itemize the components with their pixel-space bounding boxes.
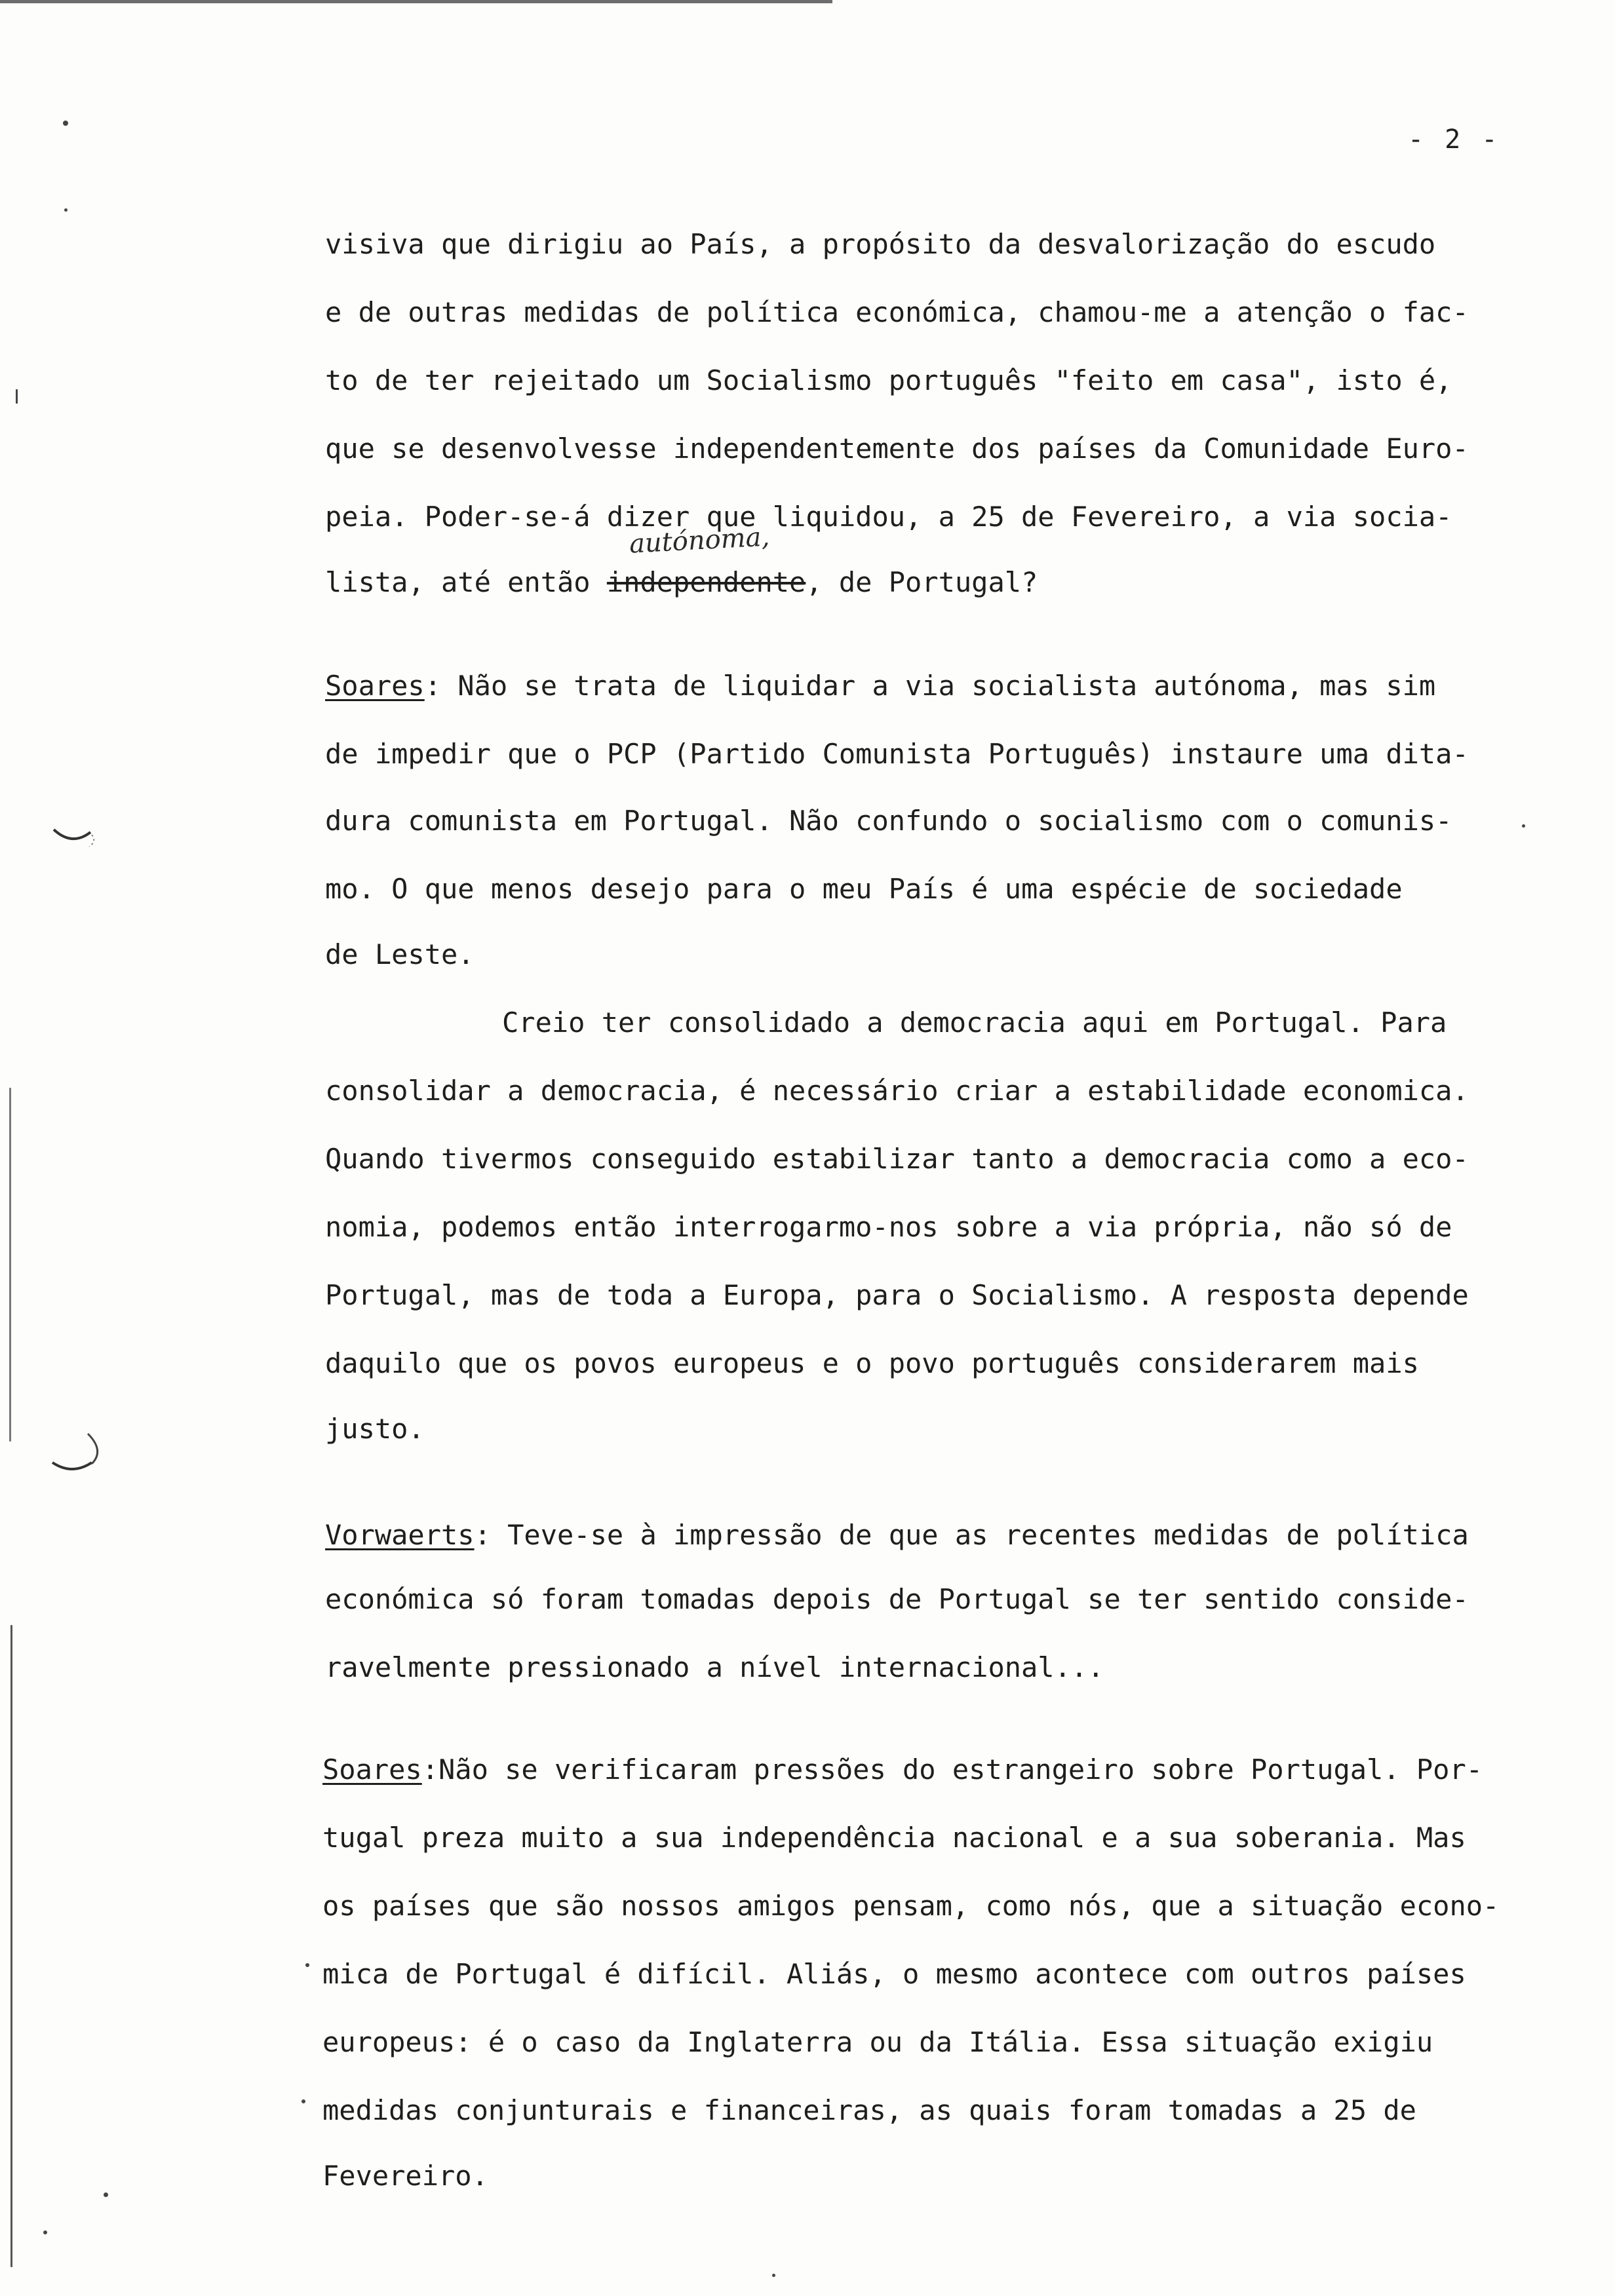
text-line-27: medidas conjunturais e financeiras, as quais foram tomadas a 25 de <box>322 2094 1416 2126</box>
margin-speck <box>63 121 68 126</box>
text-line-10: mo. O que menos desejo para o meu País é uma espécie de sociedade <box>325 873 1403 905</box>
punch-hole-mark-lower <box>46 1422 111 1494</box>
text-line-12: Creio ter consolidado a democracia aqui em Portugal. Para <box>502 1006 1447 1039</box>
text-line-23: tugal preza muito a sua independência nacional e a sua soberania. Mas <box>322 1822 1466 1854</box>
page-number: - 2 - <box>1408 124 1500 155</box>
struck-word: independente <box>606 566 806 598</box>
text-line-6 <box>325 566 1038 598</box>
margin-speck <box>64 208 68 212</box>
text-line-26: europeus: é o caso da Inglaterra ou da Itália. Essa situação exigiu <box>322 2026 1433 2058</box>
text-line-15: nomia, podemos então interrogarmo-nos sobre a via própria, não só de <box>325 1211 1452 1243</box>
text-line-9: dura comunista em Portugal. Não confundo o socialismo com o comunis- <box>325 805 1452 837</box>
text-line-22 <box>322 1753 1483 1786</box>
margin-speck <box>43 2230 47 2234</box>
text-line-13: consolidar a democracia, é necessário criar a estabilidade economica. <box>325 1075 1469 1107</box>
text-line-19 <box>325 1521 1469 1549</box>
text-line-8: de impedir que o PCP (Partido Comunista Português) instaure uma dita- <box>325 738 1469 770</box>
text-line-24: os países que são nossos amigos pensam, como nós, que a situação econo- <box>322 1890 1500 1922</box>
margin-speck <box>772 2274 775 2277</box>
text-line-1: visiva que dirigiu ao País, a propósito da desvalorização do escudo <box>325 228 1436 260</box>
text-line-4: que se desenvolvesse independentemente dos países da Comunidade Euro- <box>325 432 1469 465</box>
text-line-21: ravelmente pressionado a nível internacional... <box>325 1651 1104 1683</box>
punch-hole-mark-upper <box>46 813 105 865</box>
text-line-3: to de ter rejeitado um Socialismo português "feito em casa", isto é, <box>325 364 1452 396</box>
speaker-label: Vorwaerts <box>325 1519 475 1551</box>
top-edge-rule <box>0 0 832 3</box>
text-line-11: de Leste. <box>325 938 475 970</box>
text-line-14: Quando tivermos conseguido estabilizar tanto a democracia como a eco- <box>325 1143 1469 1175</box>
margin-speck <box>302 2099 305 2103</box>
text-line-7-body: : Não se trata de liquidar a via socialista autónoma, mas sim <box>424 670 1436 702</box>
margin-speck <box>305 1963 309 1967</box>
text-line-22-body: :Não se verificaram pressões do estrangeiro sobre Portugal. Por- <box>421 1753 1483 1786</box>
text-line-25: mica de Portugal é difícil. Aliás, o mesmo acontece com outros países <box>322 1958 1466 1990</box>
margin-speck <box>16 389 18 404</box>
text-line-28: Fevereiro. <box>322 2160 488 2192</box>
text-line-17: daquilo que os povos europeus e o povo português considerarem mais <box>325 1347 1419 1379</box>
text-line-20: económica só foram tomadas depois de Portugal se ter sentido conside- <box>325 1583 1469 1615</box>
text-line-18: justo. <box>325 1413 425 1445</box>
speaker-label: Soares <box>325 670 425 702</box>
text-line-2: e de outras medidas de política económica, chamou-me a atenção o fac- <box>325 296 1469 328</box>
text-line-7 <box>325 672 1435 700</box>
margin-speck <box>104 2192 108 2197</box>
handwritten-correction: autónoma, <box>628 522 771 560</box>
text-line-6-end: , de Portugal? <box>806 566 1038 598</box>
text-line-16: Portugal, mas de toda a Europa, para o Socialismo. A resposta depende <box>325 1279 1469 1311</box>
text-line-19-body: : Teve-se à impressão de que as recentes medidas de política <box>474 1519 1469 1551</box>
speaker-label: Soares <box>322 1753 422 1786</box>
text-line-6-start: lista, até então <box>325 566 607 598</box>
text-line-5: peia. Poder-se-á dizer que liquidou, a 25 de Fevereiro, a via socia- <box>325 501 1452 533</box>
margin-edge-shadow <box>10 1625 12 2267</box>
margin-speck <box>1522 824 1525 828</box>
margin-edge-shadow <box>9 1088 11 1442</box>
